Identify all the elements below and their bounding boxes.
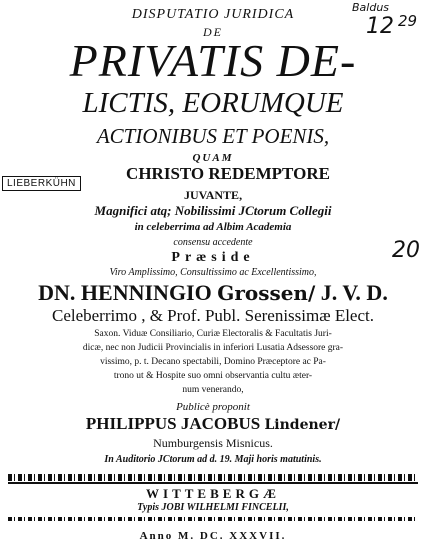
praeses-surname: Grossen/ [217,281,316,305]
praeses-name: DN. HENNINGIO [38,280,212,305]
magnifici-line: Magnifici atq; Nobilissimi JCtorum Collegii [94,203,332,218]
de-line: DE [203,25,223,39]
in-auditorio-line: In Auditorio JCtorum ad d. 19. Maji horis matutinis. [104,454,322,465]
celeberrimo-line: Celeberrimo , & Prof. Publ. Serenissimæ Elect. [51,306,374,325]
dedication-line-5: num venerando, [182,385,244,395]
dedication-line-3: vissimo, p. t. Decano spectabili, Domino Præceptore ac Pa- [100,357,326,367]
dedication-line-4: trono ut & Hospite suo omni observantia cultu æter- [113,371,313,381]
ornament-rule-top [8,474,418,481]
library-stamp: LIEBERKÜHN [2,176,81,191]
praeses-name-line [0,282,426,304]
quam-line: QUAM [192,152,234,164]
dedication-line-1: Saxon. Viduæ Consiliario, Curiæ Electoralis & Facultatis Juri- [94,329,332,339]
handwritten-folio: 29 [398,12,418,30]
handwritten-corner-note: Baldus [352,1,390,14]
title-line-2: LICTIS, EORUMQUE [82,87,344,119]
handwritten-page-number: 12 [366,14,394,39]
dedication-line-2: dicæ, nec non Judicii Provincialis in inferiori Lusatia Adsessore gra- [82,343,344,353]
title-line-3: ACTIONIBUS ET POENIS, [96,124,330,148]
viro-line: Viro Amplissimo, Consultissimo ac Excellentissimo, [109,267,317,278]
title-line-1: PRIVATIS DE- [69,35,357,86]
praeses-degree: J. V. D. [320,280,388,305]
respondent-name: PHILIPPUS JACOBUS [85,414,261,433]
numburgensis-line: Numburgensis Misnicus. [153,436,273,450]
typis-line: Typis JOBI WILHELMI FINCELII, [137,502,289,513]
consensu-line: consensu accedente [173,237,253,248]
wittebergae-line: WITTEBERGÆ [146,486,280,501]
publice-line: Publicè proponit [176,401,250,413]
praeside-line: Præside [171,250,255,265]
ornament-rule-thin [8,482,418,484]
juvante-line: JUVANTE, [183,188,243,202]
kicker-line: DISPUTATIO JURIDICA [131,7,295,22]
respondent-surname: Lindener/ [264,417,341,433]
christo-line: CHRISTO REDEMPTORE [126,164,330,183]
in-celeberrima-line: in celeberrima ad Albim Academia [134,221,292,233]
anno-line: Anno M. DC. XXXVII. [139,530,287,542]
ornament-rule-bottom [8,517,418,521]
handwritten-side-number: 20 [392,238,420,263]
respondent-line [0,415,426,432]
